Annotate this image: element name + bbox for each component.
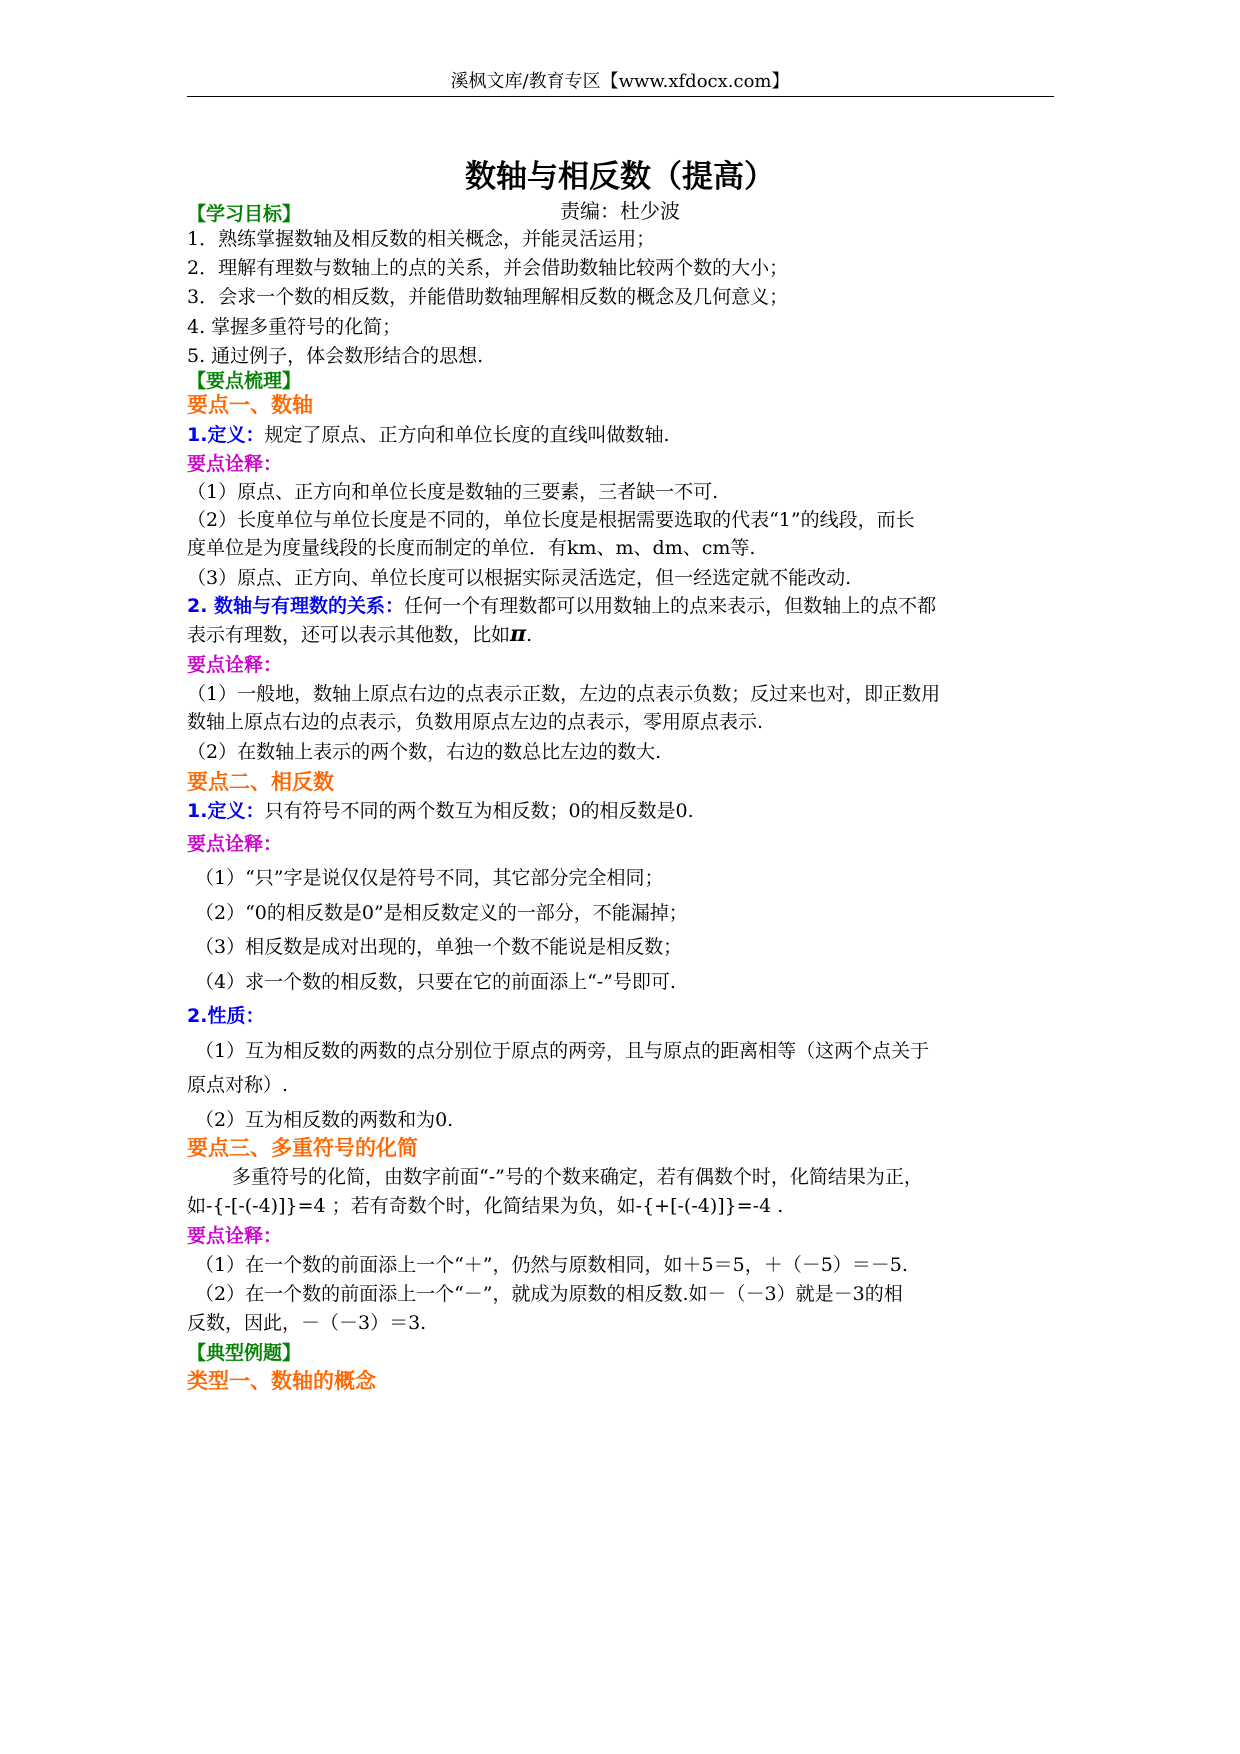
editor-line: 责编：杜少波 [560, 199, 680, 223]
note-line: 数轴上原点右边的点表示，负数用原点左边的点表示，零用原点表示. [187, 711, 764, 733]
point3-text: 多重符号的化简，由数字前面“-”号的个数来确定，若有偶数个时，化简结果为正， [232, 1166, 923, 1188]
note-line: （4）求一个数的相反数，只要在它的前面添上“-”号即可. [195, 971, 676, 993]
definition-label: 1.定义： [187, 800, 265, 822]
point2-definition [187, 796, 1067, 826]
note-line: （3）相反数是成对出现的，单独一个数不能说是相反数； [195, 936, 683, 958]
relation-text-2: 表示有理数，还可以表示其他数，比如 [187, 624, 511, 646]
point3-heading: 要点三、多重符号的化简 [187, 1136, 418, 1160]
page-title: 数轴与相反数（提高） [465, 159, 775, 195]
note-line: （2）在数轴上表示的两个数，右边的数总比左边的数大. [187, 741, 662, 763]
point2-heading: 要点二、相反数 [187, 770, 334, 794]
note-line: （1）原点、正方向和单位长度是数轴的三要素，三者缺一不可. [187, 481, 719, 503]
point3-text: 如-{-[-(-4)]}=4 ；若有奇数个时，化简结果为负，如-{+[-(-4)]}=-4 . [187, 1195, 784, 1217]
property-label: 2.性质： [187, 1005, 265, 1027]
goal-item: 4. 掌握多重符号的化简； [187, 316, 402, 338]
relation-line-2 [187, 619, 1067, 650]
relation-text: 任何一个有理数都可以用数轴上的点来表示，但数轴上的点不都 [404, 595, 937, 617]
definition-text: 规定了原点、正方向和单位长度的直线叫做数轴. [264, 424, 670, 446]
note-label: 要点诠释： [187, 833, 283, 855]
note-line: （3）原点、正方向、单位长度可以根据实际灵活选定，但一经选定就不能改动. [187, 567, 852, 589]
goal-item: 5. 通过例子，体会数形结合的思想. [187, 345, 484, 367]
note-line: （1）在一个数的前面添上一个“＋”，仍然与原数相同，如＋5＝5，＋（－5）＝－5. [195, 1254, 908, 1276]
property-line: （2）互为相反数的两数和为0. [195, 1109, 454, 1131]
point1-heading: 要点一、数轴 [187, 393, 313, 417]
relation-end: . [526, 624, 533, 646]
points-heading: 【要点梳理】 [187, 370, 302, 392]
property-line: 原点对称）. [187, 1074, 289, 1096]
note-line: （1）“只”字是说仅仅是符号不同，其它部分完全相同； [195, 867, 664, 889]
relation-label: 2. 数轴与有理数的关系： [187, 595, 405, 617]
examples-heading: 【典型例题】 [187, 1342, 302, 1364]
property-line: （1）互为相反数的两数的点分别位于原点的两旁，且与原点的距离相等（这两个点关于 [195, 1040, 930, 1062]
definition-text: 只有符号不同的两个数互为相反数；0的相反数是0. [264, 800, 694, 822]
note-label: 要点诠释： [187, 1225, 283, 1247]
goals-heading: 【学习目标】 [187, 203, 302, 225]
note-line: （2）“0的相反数是0”是相反数定义的一部分，不能漏掉； [195, 902, 688, 924]
pi-symbol: π [510, 621, 527, 647]
example-type1-heading: 类型一、数轴的概念 [187, 1369, 376, 1393]
site-header: 溪枫文库/教育专区【www.xfdocx.com】 [450, 71, 790, 92]
note-label: 要点诠释： [187, 654, 283, 676]
note-label: 要点诠释： [187, 453, 283, 475]
definition-label: 1.定义： [187, 424, 265, 446]
header-rule [187, 96, 1054, 97]
note-line: （1）一般地，数轴上原点右边的点表示正数，左边的点表示负数；反过来也对，即正数用 [187, 683, 941, 705]
point1-definition [187, 420, 1067, 450]
note-line: 反数，因此，－（－3）＝3. [187, 1312, 427, 1334]
goal-item: 2．理解有理数与数轴上的点的关系，并会借助数轴比较两个数的大小； [187, 257, 789, 279]
goal-item: 1．熟练掌握数轴及相反数的相关概念，并能灵活运用； [187, 228, 656, 250]
relation-line [187, 591, 1067, 621]
note-line: （2）长度单位与单位长度是不同的，单位长度是根据需要选取的代表“1”的线段，而长 [187, 509, 915, 531]
note-line: （2）在一个数的前面添上一个“－”，就成为原数的相反数.如－（－3）就是－3的相 [195, 1283, 903, 1305]
note-line: 度单位是为度量线段的长度而制定的单位．有km、m、dm、cm等. [187, 537, 756, 559]
goal-item: 3．会求一个数的相反数，并能借助数轴理解相反数的概念及几何意义； [187, 286, 789, 308]
